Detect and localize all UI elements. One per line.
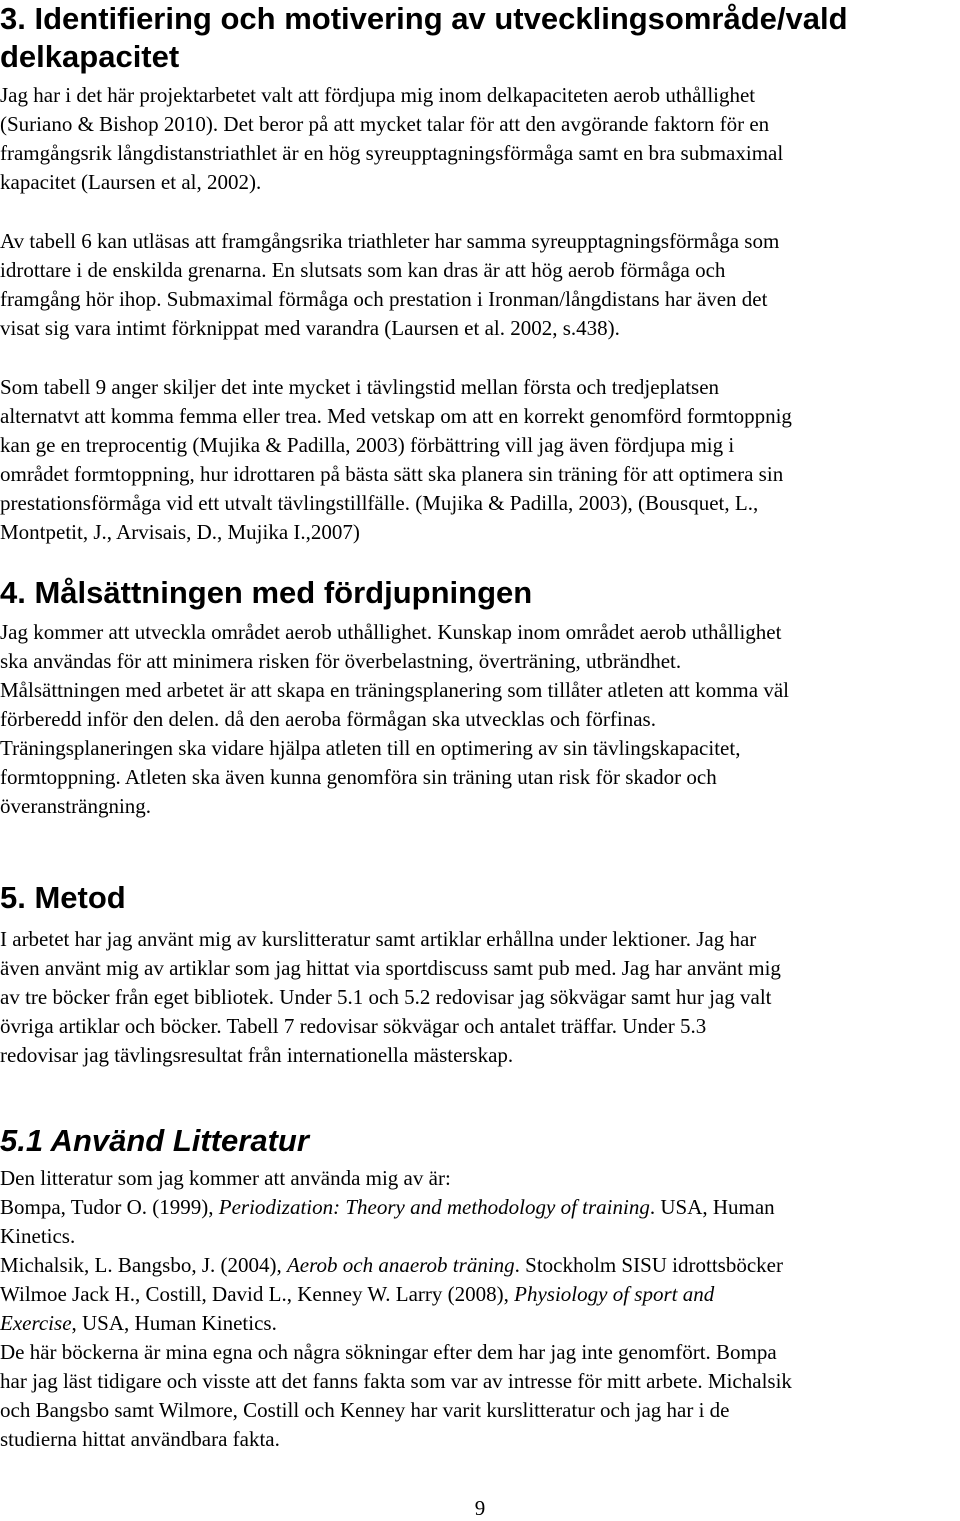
text-line: framgångsrik långdistanstriathlet är en hög syreupptagningsförmåga samt en bra submaximal bbox=[0, 141, 784, 165]
text-line: ska användas för att minimera risken för överbelastning, överträning, utbrändhet. bbox=[0, 649, 682, 673]
section-3-heading-line-2: delkapacitet bbox=[0, 39, 180, 74]
literature-intro: Den litteratur som jag kommer att använda mig av är: bbox=[0, 1166, 451, 1190]
text-line: övriga artiklar och böcker. Tabell 7 redovisar sökvägar och antalet träffar. Under 5.3 bbox=[0, 1014, 707, 1038]
section-3-paragraph-3 bbox=[0, 373, 960, 547]
section-4-paragraph bbox=[0, 618, 960, 821]
text-line: området formtoppning, hur idrottaren på bästa sätt ska planera sin träning för att optimera sin bbox=[0, 462, 784, 486]
text-line: Montpetit, J., Arvisais, D., Mujika I.,2007) bbox=[0, 520, 360, 544]
section-3-paragraph-1 bbox=[0, 81, 960, 197]
section-4-heading: 4. Målsättningen med fördjupningen bbox=[0, 575, 533, 610]
text-line: prestationsförmåga vid ett utvalt tävlingstillfälle. (Mujika & Padilla, 2003), (Bousquet, L., bbox=[0, 491, 759, 515]
reference-publisher: , USA, Human Kinetics. bbox=[71, 1311, 277, 1335]
reference-title: Exercise bbox=[0, 1311, 72, 1335]
reference-title: Aerob och anaerob träning bbox=[286, 1253, 515, 1277]
text-line: Som tabell 9 anger skiljer det inte mycket i tävlingstid mellan första och tredjeplatsen bbox=[0, 375, 720, 399]
text-line: Jag kommer att utveckla området aerob uthållighet. Kunskap inom området aerob uthållighet bbox=[0, 620, 782, 644]
section-3-paragraph-2 bbox=[0, 227, 960, 343]
text-line: I arbetet har jag använt mig av kurslitteratur samt artiklar erhållna under lektioner. Jag har bbox=[0, 927, 757, 951]
text-line: idrottare i de enskilda grenarna. En slutsats som kan dras är att hög aerob förmåga och bbox=[0, 258, 726, 282]
reference-publisher: . Stockholm SISU idrottsböcker bbox=[514, 1253, 783, 1277]
text-line: kan ge en treprocentig (Mujika & Padilla, 2003) förbättring vill jag även fördjupa mig i bbox=[0, 433, 735, 457]
text-line: Jag har i det här projektarbetet valt att fördjupa mig inom delkapaciteten aerob uthållighet bbox=[0, 83, 756, 107]
reference-publisher: . USA, Human bbox=[649, 1195, 775, 1219]
text-line: alternatvt att komma femma eller trea. Med vetskap om att en korrekt genomförd formtoppnig bbox=[0, 404, 792, 428]
section-3-heading-line-1: 3. Identifiering och motivering av utvecklingsområde/vald bbox=[0, 1, 848, 36]
section-5-heading: 5. Metod bbox=[0, 880, 126, 915]
text-line: visat sig vara intimt förknippat med varandra (Laursen et al. 2002, s.438). bbox=[0, 316, 620, 340]
text-line: har jag läst tidigare och visste att det fanns fakta som var av intresse för mitt arbete. Michalsik bbox=[0, 1369, 792, 1393]
section-5-1-body bbox=[0, 1164, 960, 1454]
text-line: Målsättningen med arbetet är att skapa en träningsplanering som tillåter atleten att komma väl bbox=[0, 678, 789, 702]
text-line: studierna hittat användbara fakta. bbox=[0, 1427, 280, 1451]
text-line: kapacitet (Laursen et al, 2002). bbox=[0, 170, 262, 194]
reference-bompa-continued: Kinetics. bbox=[0, 1224, 76, 1248]
text-line: och Bangsbo samt Wilmore, Costill och Kenney har varit kurslitteratur och jag har i de bbox=[0, 1398, 730, 1422]
reference-michalsik bbox=[0, 1251, 960, 1280]
reference-authors: Bompa, Tudor O. (1999), bbox=[0, 1195, 219, 1219]
text-line: De här böckerna är mina egna och några sökningar efter dem har jag inte genomfört. Bompa bbox=[0, 1340, 777, 1364]
reference-bompa bbox=[0, 1193, 960, 1222]
text-line: av tre böcker från eget bibliotek. Under 5.1 och 5.2 redovisar jag sökvägar samt hur jag valt bbox=[0, 985, 772, 1009]
reference-authors: Wilmoe Jack H., Costill, David L., Kenney W. Larry (2008), bbox=[0, 1282, 515, 1306]
reference-wilmore-continued bbox=[0, 1309, 960, 1338]
reference-authors: Michalsik, L. Bangsbo, J. (2004), bbox=[0, 1253, 287, 1277]
text-line: även använt mig av artiklar som jag hittat via sportdiscuss samt pub med. Jag har använt mig bbox=[0, 956, 781, 980]
section-5-1-heading: 5.1 Använd Litteratur bbox=[0, 1123, 309, 1158]
text-line: Av tabell 6 kan utläsas att framgångsrika triathleter har samma syreupptagningsförmåga som bbox=[0, 229, 780, 253]
text-line: framgång hör ihop. Submaximal förmåga och prestation i Ironman/långdistans har även det bbox=[0, 287, 768, 311]
text-line: överansträngning. bbox=[0, 794, 152, 818]
text-line: Träningsplaneringen ska vidare hjälpa atleten till en optimering av sin tävlingskapacitet, bbox=[0, 736, 741, 760]
text-line: förberedd inför den delen. då den aeroba förmågan ska utvecklas och förfinas. bbox=[0, 707, 656, 731]
section-5-paragraph bbox=[0, 925, 960, 1070]
reference-title: Periodization: Theory and methodology of training bbox=[218, 1195, 650, 1219]
reference-wilmore bbox=[0, 1280, 960, 1309]
page-number: 9 bbox=[474, 1496, 486, 1520]
section-3-heading bbox=[0, 0, 848, 76]
reference-title: Physiology of sport and bbox=[514, 1282, 715, 1306]
text-line: (Suriano & Bishop 2010). Det beror på att mycket talar för att den avgörande faktorn för en bbox=[0, 112, 770, 136]
text-line: redovisar jag tävlingsresultat från internationella mästerskap. bbox=[0, 1043, 514, 1067]
text-line: formtoppning. Atleten ska även kunna genomföra sin träning utan risk för skador och bbox=[0, 765, 717, 789]
